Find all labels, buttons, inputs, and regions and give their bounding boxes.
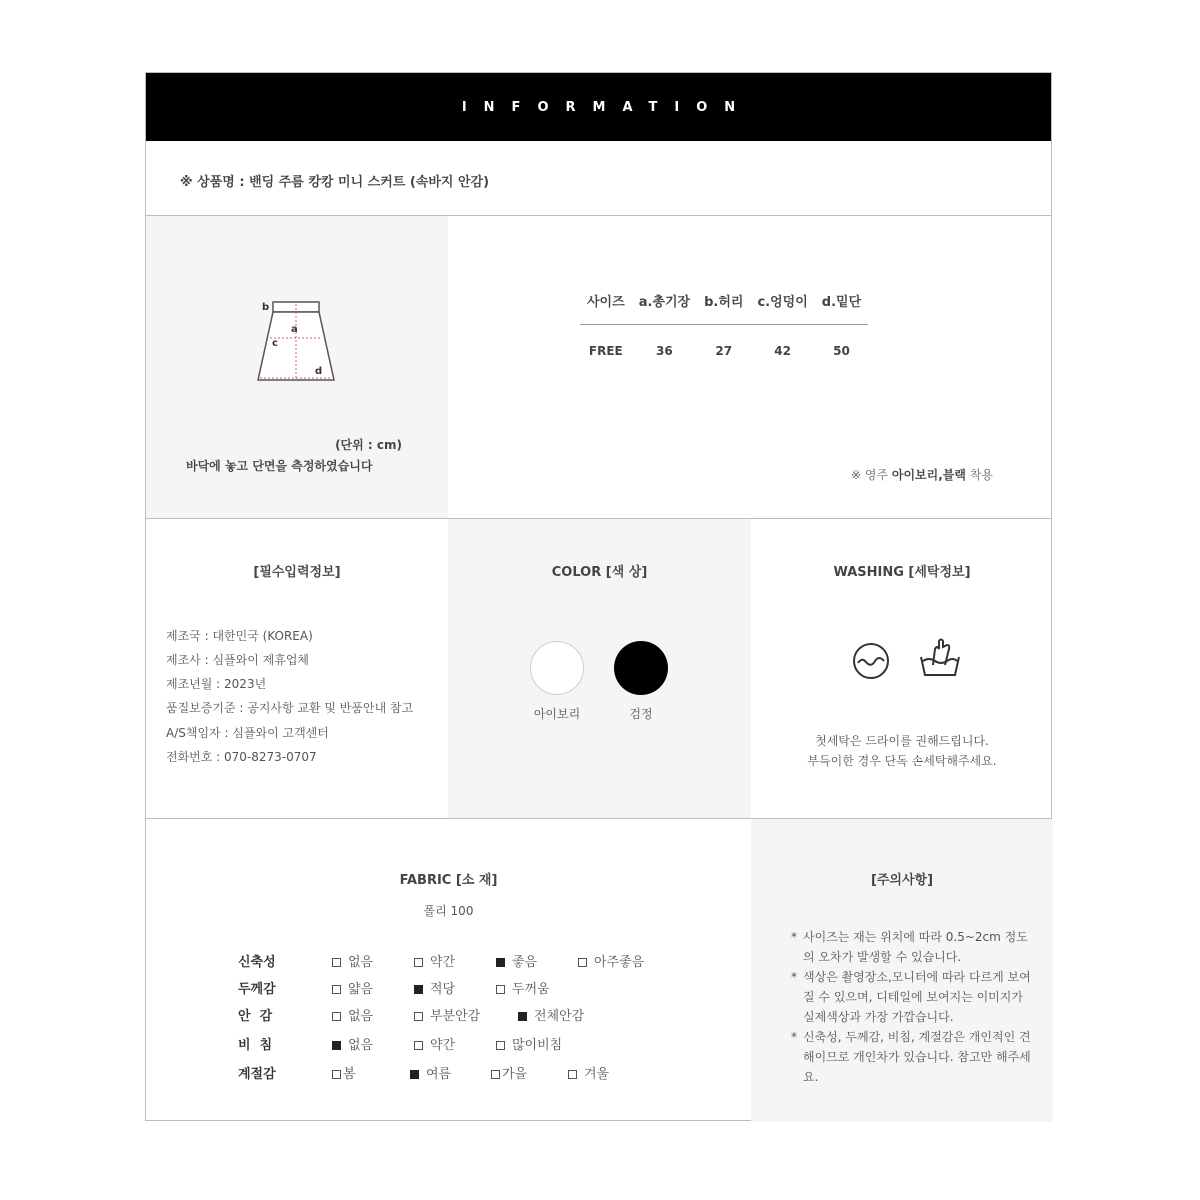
model-note-suffix: 착용 (966, 468, 993, 482)
info-line: 제조사 : 심플와이 제휴업체 (166, 653, 309, 667)
diagram-label-c: c (272, 338, 278, 349)
info-line: A/S책임자 : 심플와이 고객센터 (166, 726, 329, 740)
caution-title: [주의사항] (870, 873, 934, 888)
checkbox-icon (414, 1012, 423, 1021)
fabric-panel (146, 819, 751, 1122)
checkbox-icon (332, 985, 341, 994)
product-name: ※ 상품명 : 밴딩 주름 캉캉 미니 스커트 (속바지 안감) (180, 175, 490, 190)
option (491, 1063, 527, 1082)
size-diagram-panel (146, 216, 448, 518)
option (410, 1063, 451, 1082)
option-label: 부분안감 (430, 1009, 481, 1024)
option-label: 약간 (430, 955, 456, 970)
size-cell: 42 (774, 344, 791, 358)
option-label: 여름 (426, 1067, 452, 1082)
size-cell: 50 (833, 344, 850, 358)
checkbox-icon (568, 1070, 577, 1079)
hand-wash-icon (917, 635, 963, 681)
option (414, 1005, 480, 1024)
caution-text: 신축성, 두께감, 비침, 계절감은 개인적인 견해이므로 개인차가 있습니다. 참고만 해주세요. (803, 1030, 1031, 1084)
fabric-title: FABRIC [소 재] (399, 873, 498, 888)
option-label: 적당 (430, 982, 456, 997)
option-label: 봄 (343, 1067, 356, 1082)
caution-panel (751, 819, 1053, 1122)
fabric-section (146, 819, 1051, 1122)
swatch-label: 검정 (629, 707, 653, 721)
option (332, 1005, 373, 1024)
checkbox-checked-icon (518, 1012, 527, 1021)
wool-wash-icon (849, 639, 893, 683)
info-line: 품질보증기준 : 공지사항 교환 및 반품안내 참고 (166, 701, 414, 715)
diagram-label-a: a (291, 324, 298, 335)
property-label: 계절감 (238, 1067, 276, 1082)
checkbox-checked-icon (496, 958, 505, 967)
checkbox-icon (332, 1012, 341, 1021)
option (332, 1063, 356, 1082)
info-line: 제조국 : 대한민국 (KOREA) (166, 629, 313, 643)
required-info-panel (146, 519, 448, 818)
option (496, 1034, 562, 1053)
washing-line-1: 첫세탁은 드라이를 권해드립니다. (815, 734, 989, 748)
header-title: INFORMATION (461, 99, 753, 115)
caution-text: 사이즈는 재는 위치에 따라 0.5~2cm 정도의 오차가 발생할 수 있습니다. (803, 930, 1028, 964)
column-header: 사이즈 (580, 291, 632, 325)
info-line: 전화번호 : 070-8273-0707 (166, 750, 317, 764)
info-line: 제조년월 : 2023년 (166, 677, 267, 691)
checkbox-icon (414, 1041, 423, 1050)
checkbox-icon (491, 1070, 500, 1079)
size-cell: FREE (588, 344, 623, 358)
option-label: 약간 (430, 1038, 456, 1053)
option-label: 없음 (348, 1009, 374, 1024)
table-row (580, 325, 868, 359)
property-label: 비 침 (238, 1038, 273, 1053)
column-header: a.총기장 (632, 291, 697, 325)
info-section (146, 519, 1051, 819)
option-label: 얇음 (348, 982, 374, 997)
option-label: 아주좋음 (594, 955, 645, 970)
size-section (146, 216, 1051, 519)
skirt-diagram-icon (246, 298, 346, 388)
option-label: 없음 (348, 1038, 374, 1053)
option (332, 1034, 373, 1053)
checkbox-icon (414, 958, 423, 967)
checkbox-icon (332, 958, 341, 967)
option-label: 두꺼움 (512, 982, 550, 997)
option-label: 전체안감 (534, 1009, 585, 1024)
diagram-label-b: b (262, 302, 270, 313)
diagram-label-d: d (315, 366, 323, 377)
list-item: * 신축성, 두께감, 비침, 계절감은 개인적인 견해이므로 개인차가 있습니다. 참고만 해주세요. (791, 1030, 1031, 1084)
option (518, 1005, 584, 1024)
option-label: 많이비침 (512, 1038, 563, 1053)
checkbox-checked-icon (332, 1041, 341, 1050)
checkbox-icon (496, 1041, 505, 1050)
option (332, 951, 373, 970)
size-unit: (단위 : cm) (335, 438, 402, 452)
option (496, 951, 537, 970)
swatch-label: 아이보리 (533, 707, 581, 721)
column-header: c.엉덩이 (750, 291, 814, 325)
size-cell: 36 (656, 344, 673, 358)
property-label: 두께감 (238, 982, 276, 997)
measure-note: 바닥에 놓고 단면을 측정하였습니다 (186, 459, 373, 473)
caution-text: 색상은 촬영장소,모니터에 따라 다르게 보여질 수 있으며, 디테일에 보여지는 이미지가 실제색상과 가장 가깝습니다. (803, 970, 1031, 1024)
washing-title: WASHING [세탁정보] (833, 565, 971, 580)
model-note-prefix: ※ 영주 (851, 468, 892, 482)
option-label: 겨울 (584, 1067, 610, 1082)
size-table-panel (448, 216, 1053, 518)
color-title: COLOR [색 상] (551, 565, 648, 580)
option (496, 978, 550, 997)
checkbox-checked-icon (410, 1070, 419, 1079)
product-name-row (146, 141, 1051, 216)
size-table-header (580, 291, 868, 325)
property-label: 안 감 (238, 1009, 273, 1024)
option-label: 없음 (348, 955, 374, 970)
swatch-black (614, 641, 668, 695)
information-card (145, 72, 1052, 1121)
color-panel (448, 519, 751, 818)
washing-panel (751, 519, 1053, 818)
washing-line-2: 부득이한 경우 단독 손세탁해주세요. (807, 754, 997, 768)
information-header (146, 73, 1051, 141)
fabric-composition: 폴리 100 (423, 904, 474, 918)
size-table (580, 291, 868, 358)
option (568, 1063, 609, 1082)
checkbox-icon (496, 985, 505, 994)
option-label: 좋음 (512, 955, 538, 970)
column-header: b.허리 (697, 291, 750, 325)
option-label: 가을 (502, 1067, 528, 1082)
option (414, 1034, 455, 1053)
checkbox-icon (578, 958, 587, 967)
size-cell: 27 (715, 344, 733, 358)
option (332, 978, 373, 997)
model-note-colors: 아이보리,블랙 (891, 468, 966, 482)
swatch-ivory (530, 641, 584, 695)
option (414, 951, 455, 970)
option (578, 951, 644, 970)
list-item: * 사이즈는 재는 위치에 따라 0.5~2cm 정도의 오차가 발생할 수 있습니다. (791, 930, 1028, 964)
option (414, 978, 455, 997)
model-note (851, 466, 993, 483)
checkbox-icon (332, 1070, 341, 1079)
required-info-title: [필수입력정보] (253, 565, 341, 580)
list-item: * 색상은 촬영장소,모니터에 따라 다르게 보여질 수 있으며, 디테일에 보여지는 이미지가 실제색상과 가장 가깝습니다. (791, 970, 1031, 1024)
checkbox-checked-icon (414, 985, 423, 994)
property-label: 신축성 (238, 955, 276, 970)
caution-list (791, 927, 1031, 1087)
column-header: d.밑단 (815, 291, 868, 325)
